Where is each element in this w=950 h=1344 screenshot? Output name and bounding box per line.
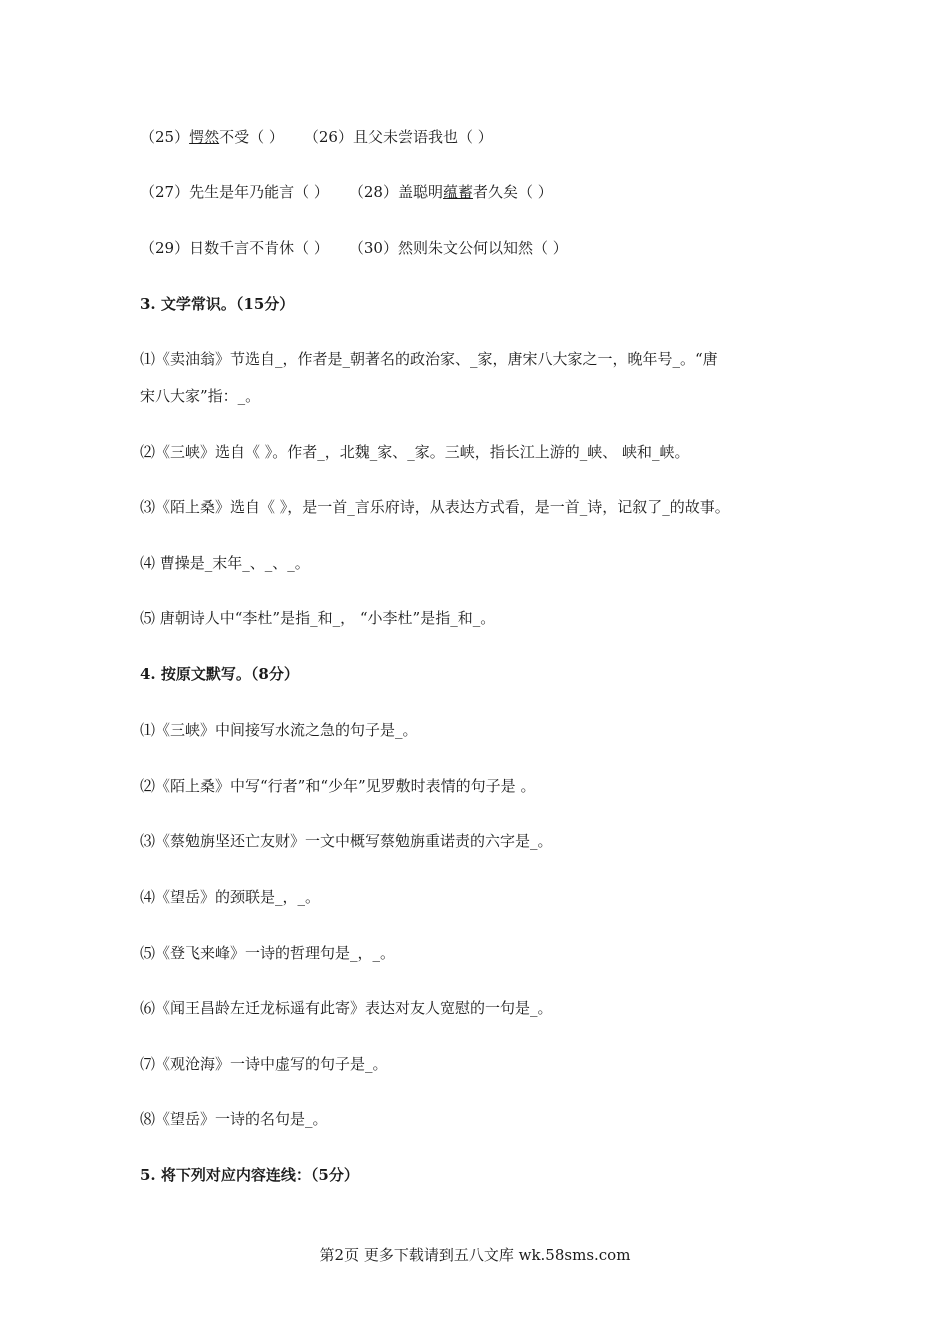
s4-question-6: ⑹《闻王昌龄左迁龙标遥有此寄》表达对友人宽慰的一句是_。 (140, 999, 553, 1017)
item-number: （30） (348, 239, 398, 257)
s3-question-2: ⑵《三峡》选自《 》。作者_，北魏_家、_家。三峡，指长江上游的_峡、 峡和_峡。 (140, 443, 690, 461)
item-number: （26） (303, 128, 353, 146)
vocab-line-3 (140, 237, 820, 259)
item-number: （25） (140, 128, 190, 146)
section-5-heading: 5. 将下列对应内容连线：（5分） (140, 1166, 359, 1184)
s3-question-3: ⑶《陌上桑》选自《 》，是一首_言乐府诗，从表达方式看，是一首_诗，记叙了_的故事。 (140, 498, 730, 516)
s4-question-7: ⑺《观沧海》一诗中虚写的句子是_。 (140, 1055, 388, 1073)
item-number: （28） (348, 183, 398, 201)
s3-question-5: ⑸ 唐朝诗人中“李杜”是指_和_， “小李杜”是指_和_。 (140, 609, 496, 627)
item-text: 然则朱文公何以知然（ ） (397, 239, 568, 257)
item-text: 先生是年乃能言（ ） (189, 183, 329, 201)
item-text: 且父未尝语我也（ ） (352, 128, 493, 146)
item-text: 者久矣（ ） (473, 183, 553, 201)
underlined-word: 愕然 (189, 128, 220, 146)
vocab-line-2 (140, 181, 820, 203)
s3-question-1a: ⑴《卖油翁》节选自_，作者是_朝著名的政治家、_家，唐宋八大家之一，晚年号_。“唐 (140, 350, 718, 368)
s4-question-2: ⑵《陌上桑》中写“行者”和“少年”见罗敷时表情的句子是 。 (140, 777, 536, 795)
item-number: （27） (140, 183, 190, 201)
s4-question-4: ⑷《望岳》的颈联是_，_。 (140, 888, 321, 906)
section-4-heading: 4. 按原文默写。（8分） (140, 665, 299, 683)
page-footer: 第2页 更多下载请到五八文库 wk.58sms.com (319, 1246, 631, 1264)
vocab-line-1 (140, 126, 820, 148)
item-text: 盖聪明 (397, 183, 443, 201)
s4-question-1: ⑴《三峡》中间接写水流之急的句子是_。 (140, 721, 418, 739)
item-number: （29） (140, 239, 190, 257)
s3-question-1b: 宋八大家”指：_。 (140, 387, 261, 405)
s4-question-8: ⑻《望岳》一诗的名句是_。 (140, 1110, 328, 1128)
item-text: 不受（ ） (219, 128, 284, 146)
s3-question-4: ⑷ 曹操是_末年_、_、_。 (140, 554, 310, 572)
s4-question-3: ⑶《蔡勉旃坚还亡友财》一文中概写蔡勉旃重诺责的六字是_。 (140, 832, 553, 850)
s4-question-5: ⑸《登飞来峰》一诗的哲理句是_，_。 (140, 944, 396, 962)
item-text: 日数千言不肯休（ ） (189, 239, 329, 257)
section-3-heading: 3. 文学常识。（15分） (140, 295, 295, 313)
underlined-word: 蕴蓄 (442, 183, 473, 201)
